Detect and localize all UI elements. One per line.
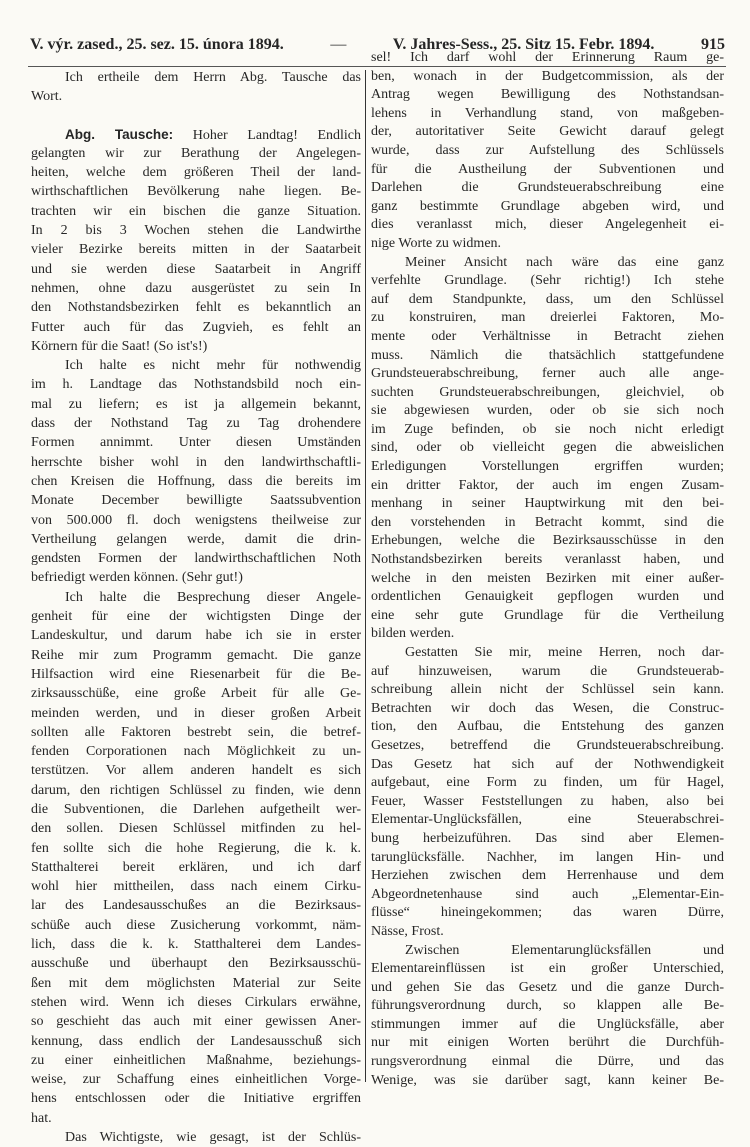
- text-line: von 500.000 fl. doch wenigstens theilweise zur: [31, 512, 361, 528]
- text-line: hens entschlossen oder die Initiative ergriffen: [31, 1091, 361, 1107]
- text-line: und gehen Sie das Gesetz und die ganze Durch-: [371, 979, 724, 995]
- text-line: welche in den meisten Bezirken mit einer außer-: [371, 570, 724, 586]
- text-line: eine sehr gute Grundlage für die Vertheilung: [371, 607, 724, 623]
- paragraph: [31, 68, 361, 107]
- left-column: [31, 68, 361, 1147]
- text-line: Hilfsaction wird eine Riesenarbeit für die Be-: [31, 666, 361, 682]
- text-line: lehens in Verhandlung stand, von maßgeben-: [371, 105, 724, 121]
- text-line: wurde, dass zur Aufstellung des Schlüssels: [371, 142, 724, 158]
- text-line: Wort.: [31, 89, 63, 105]
- text-line: Elementareinflüssen ist ein großer Unterschied,: [371, 961, 724, 977]
- text-line: lich, dass die k. k. Statthalterei dem Landes-: [31, 937, 361, 953]
- text-line: fen sollte sich die hohe Regierung, die k. k.: [31, 840, 361, 856]
- text-line: Vertheilung gelangen werde, damit die drin-: [31, 531, 361, 547]
- text-line: Feuer, Wasser Feststellungen zu haben, also bei: [371, 793, 724, 809]
- text-line: schreibung allein nicht der Schlüssel sein kann.: [371, 682, 724, 698]
- text-line: menhang in seiner Hauptwirkung mit den bei-: [371, 496, 724, 512]
- text-line: schüße auch diese Zusicherung vorkommt, näm-: [31, 917, 361, 933]
- text-line: Zwischen Elementarunglücksfällen und: [405, 942, 724, 958]
- text-line: nur mit einigen Worten berührt die Durchfüh-: [371, 1035, 724, 1051]
- text-line: so geschieht das auch mit einer gewissen Aner-: [31, 1014, 361, 1030]
- text-line: Ich halte es nicht mehr für nothwendig: [65, 358, 361, 374]
- text-line: Grundsteuerabschreibung, ferner auch alle ange-: [371, 366, 724, 382]
- text-line: [31, 125, 361, 144]
- speech-text: Hoher Landtag! Endlich: [173, 127, 362, 143]
- text-line: Nässe, Frost.: [371, 923, 444, 939]
- text-line: chen Kreisen die Hoffnung, dass die bereits im: [31, 473, 361, 489]
- text-line: im h. Landtage das Nothstandsbild noch ein-: [31, 377, 361, 393]
- text-line: flüsse“ hineingekommen; das waren Dürre,: [371, 905, 724, 921]
- text-line: fenden Corporationen nach Möglichkeit zu un-: [31, 744, 361, 760]
- text-line: nehmen, ohne dazu ausgerüstet zu sein In: [31, 280, 361, 296]
- text-line: mal zu liefern; es ist ja allgemein bekannt,: [31, 396, 361, 412]
- text-line: Erledigungen Vorstellungen ergriffen wurden;: [371, 459, 724, 475]
- text-line: befriedigt werden können. (Sehr gut!): [31, 570, 243, 586]
- text-line: Gestatten Sie mir, meine Herren, noch dar-: [405, 645, 724, 660]
- text-line: wirthschaftlichen Bevölkerung nahe liegen. Be-: [31, 184, 361, 200]
- text-line: wohl hier mittheilen, dass nach einem Cirku-: [31, 879, 361, 895]
- text-line: Futter auch für das Zugvieh, es fehlt an: [31, 319, 361, 335]
- text-line: suchten Grundsteuerabschreibungen, gleichviel, ob: [371, 384, 724, 400]
- text-line: dies veranlasst mich, dieser Angelegenheit ei-: [371, 217, 724, 233]
- text-line: genheit für eine der wichtigsten Dinge der: [31, 609, 361, 625]
- page-number: 915: [700, 36, 725, 53]
- text-line: In 2 bis 3 Wochen stehen die Landwirthe: [31, 223, 361, 239]
- text-line: aufgebaut, eine Form zu finden, um für Hagel,: [371, 775, 724, 791]
- text-line: der, autoritativer Seite Gewicht darauf gelegt: [371, 124, 724, 140]
- text-line: sie abgewiesen wurden, oder ob sie sich noch: [371, 403, 724, 419]
- text-line: Meiner Ansicht nach wäre das eine ganz: [405, 254, 724, 270]
- text-line: auf dem Standpunkte, dass, um den Schlüssel: [371, 291, 724, 307]
- text-line: Ich ertheile dem Herrn Abg. Tausche das: [65, 70, 361, 85]
- paragraph: [31, 125, 361, 357]
- text-line: bilden werden.: [371, 626, 455, 642]
- text-line: stehen wird. Wenn ich dieses Cirkulars erwähne,: [31, 994, 361, 1010]
- text-line: Erhebungen, welche die Bezirksausschüsse in den: [371, 533, 724, 549]
- text-line: Wenige, was sie darüber sagt, kann keiner Be-: [371, 1072, 724, 1088]
- paragraph: [31, 588, 361, 1128]
- text-line: Statthalterei bereit erklären, und ich darf: [31, 859, 361, 875]
- text-line: mente oder Verhältnisse in Betracht ziehen: [371, 328, 724, 344]
- paragraph: [371, 942, 724, 1091]
- text-line: Betrachten wir doch das Wesen, die Construc-: [371, 700, 724, 716]
- right-column: [371, 49, 724, 1090]
- text-line: ben, wonach in der Budgetcommission, als der: [371, 68, 724, 84]
- text-line: zu konstruiren, man dreierlei Faktoren, Mo-: [371, 310, 724, 326]
- text-line: gelangten wir zur Berathung der Angelegen-: [31, 145, 361, 161]
- paragraph: [371, 254, 724, 644]
- text-line: Landeskultur, und darum habe ich sie in erster: [31, 628, 361, 644]
- text-line: Elementar-Unglücksfällen, eine Steuerabschrei-: [371, 812, 724, 828]
- column-divider: [365, 70, 366, 1082]
- text-line: darum, den richtigen Schlüssel zu finden, wie denn: [31, 782, 361, 798]
- speaker-name: Abg. Tausche:: [65, 126, 174, 142]
- header-german: V. Jahres-Sess., 25. Sitz 15. Febr. 1894.: [392, 36, 655, 53]
- text-line: tarunglücksfälle. Nachher, im langen Hin- und: [371, 849, 724, 865]
- text-line: im Zuge befinden, ob sie noch nicht erledigt: [371, 421, 724, 437]
- text-line: Ich halte die Besprechung dieser Angele-: [65, 589, 361, 605]
- text-line: weise, zur Schaffung eines einheitlichen Vorge-: [31, 1072, 361, 1088]
- paragraph: [371, 49, 724, 254]
- text-line: auf hinzuweisen, warum die Grundsteuerab-: [371, 663, 724, 679]
- text-line: sollten alle Faktoren bestrebt sein, die betref-: [31, 724, 361, 740]
- text-line: stimmungen immer auf die Unglücksfälle, aber: [371, 1016, 724, 1032]
- text-line: Das Wichtigste, wie gesagt, ist der Schlüs-: [65, 1130, 361, 1146]
- paragraph-gap: [31, 107, 361, 125]
- text-line: die Subventionen, die Darlehen aufgetheilt wer-: [31, 801, 361, 817]
- text-line: heiten, welche dem größeren Theil der land-: [31, 165, 361, 181]
- paragraph: [31, 1128, 361, 1147]
- text-line: Formen annimmt. Unter diesen Umständen: [31, 435, 361, 451]
- text-line: muss. Nämlich die thatsächlich stattgefundene: [371, 347, 724, 363]
- text-line: den sollen. Diesen Schlüssel mitfinden zu hel-: [31, 821, 361, 837]
- text-line: ordentlichen Genauigkeit gepflogen wurden und: [371, 589, 724, 605]
- text-line: und sie werden diese Saatarbeit in Angriff: [31, 261, 361, 277]
- text-line: für die Austheilung der Subventionen und: [371, 161, 724, 177]
- text-line: trachten wir ein bischen die ganze Situation.: [31, 203, 361, 219]
- text-line: ßen mit dem möglichsten Material zur Seite: [31, 975, 361, 991]
- text-line: sind, oder ob vielleicht gegen die abweislichen: [371, 440, 724, 456]
- text-line: lar des Landesausschußes an die Bezirksaus-: [31, 898, 361, 914]
- paragraph: [371, 644, 724, 942]
- text-line: kennung, dass endlich der Landesausschuß sich: [31, 1033, 361, 1049]
- text-line: herrschte bisher wohl in den landwirthschaftli-: [31, 454, 361, 470]
- text-line: terstützen. Vor allem anderen handelt es sich: [31, 763, 361, 779]
- text-line: ganz bestimmte Grundlage abgeben wird, und: [371, 198, 724, 214]
- text-line: Reihe mir zum Programm gemacht. Die ganze: [31, 647, 361, 663]
- text-line: nige Worte zu widmen.: [371, 235, 502, 251]
- paragraph: [31, 356, 361, 588]
- text-line: Herziehen zwischen dem Herrenhause und dem: [371, 868, 724, 884]
- text-line: Abgeordnetenhause sind auch „Elementar-Ein-: [371, 886, 724, 902]
- text-line: Monate December bewilligte Saatssubvention: [31, 493, 361, 509]
- text-line: bung herbeizuführen. Das sind aber Elemen-: [371, 830, 724, 846]
- header-dash: —: [330, 36, 347, 53]
- text-line: Darlehen die Grundsteuerabschreibung eine: [371, 180, 724, 196]
- text-line: meinden werden, und in dieser großen Arbeit: [31, 705, 361, 721]
- text-line: tion, den Aufbau, die Entstehung des ganzen: [371, 719, 724, 735]
- text-line: rungsverordnung einmal die Dürre, und das: [371, 1054, 724, 1070]
- text-line: zu einer einheitlichen Maßnahme, beziehungs-: [31, 1052, 361, 1068]
- text-line: den vorstehenden in Betracht kommt, sind die: [371, 514, 724, 530]
- text-line: Antrag wegen Bewilligung des Nothstandsan-: [371, 87, 724, 103]
- text-line: ausschuße und überhaupt den Bezirksausschü-: [31, 956, 361, 972]
- text-line: führungsverordnung durch, so klappen alle Be-: [371, 998, 724, 1014]
- text-line: ein dritter Faktor, der auch im engen Zusam-: [371, 477, 724, 493]
- text-line: Das Gesetz hat sich auf der Nothwendigkeit: [371, 756, 724, 772]
- header-czech: V. výr. zased., 25. sez. 15. února 1894.: [30, 36, 284, 53]
- text-line: gendsten Formen der landwirthschaftlichen Noth: [31, 551, 361, 567]
- text-line: vieler Bezirke bereits mitten in der Saatarbeit: [31, 242, 361, 258]
- text-line: Nothstandsbezirken bereits veranlasst haben, und: [371, 552, 724, 568]
- text-line: Körnern für die Saat! (So ist's!): [31, 338, 208, 354]
- text-line: den Nothstandsbezirken fehlt es bekanntlich an: [31, 300, 361, 316]
- text-line: Gesetzes, betreffend die Grundsteuerabschreibung.: [371, 737, 724, 753]
- text-line: verfehlte Grundlage. (Sehr richtig!) Ich stehe: [371, 273, 724, 289]
- text-line: dass der Nothstand Tag zu Tag drohendere: [31, 416, 361, 432]
- text-line: hat.: [31, 1110, 52, 1126]
- text-line: zirksausschüße, eine große Arbeit für alle Ge-: [31, 686, 361, 702]
- text-line: sel! Ich darf wohl der Erinnerung Raum ge-: [371, 50, 724, 65]
